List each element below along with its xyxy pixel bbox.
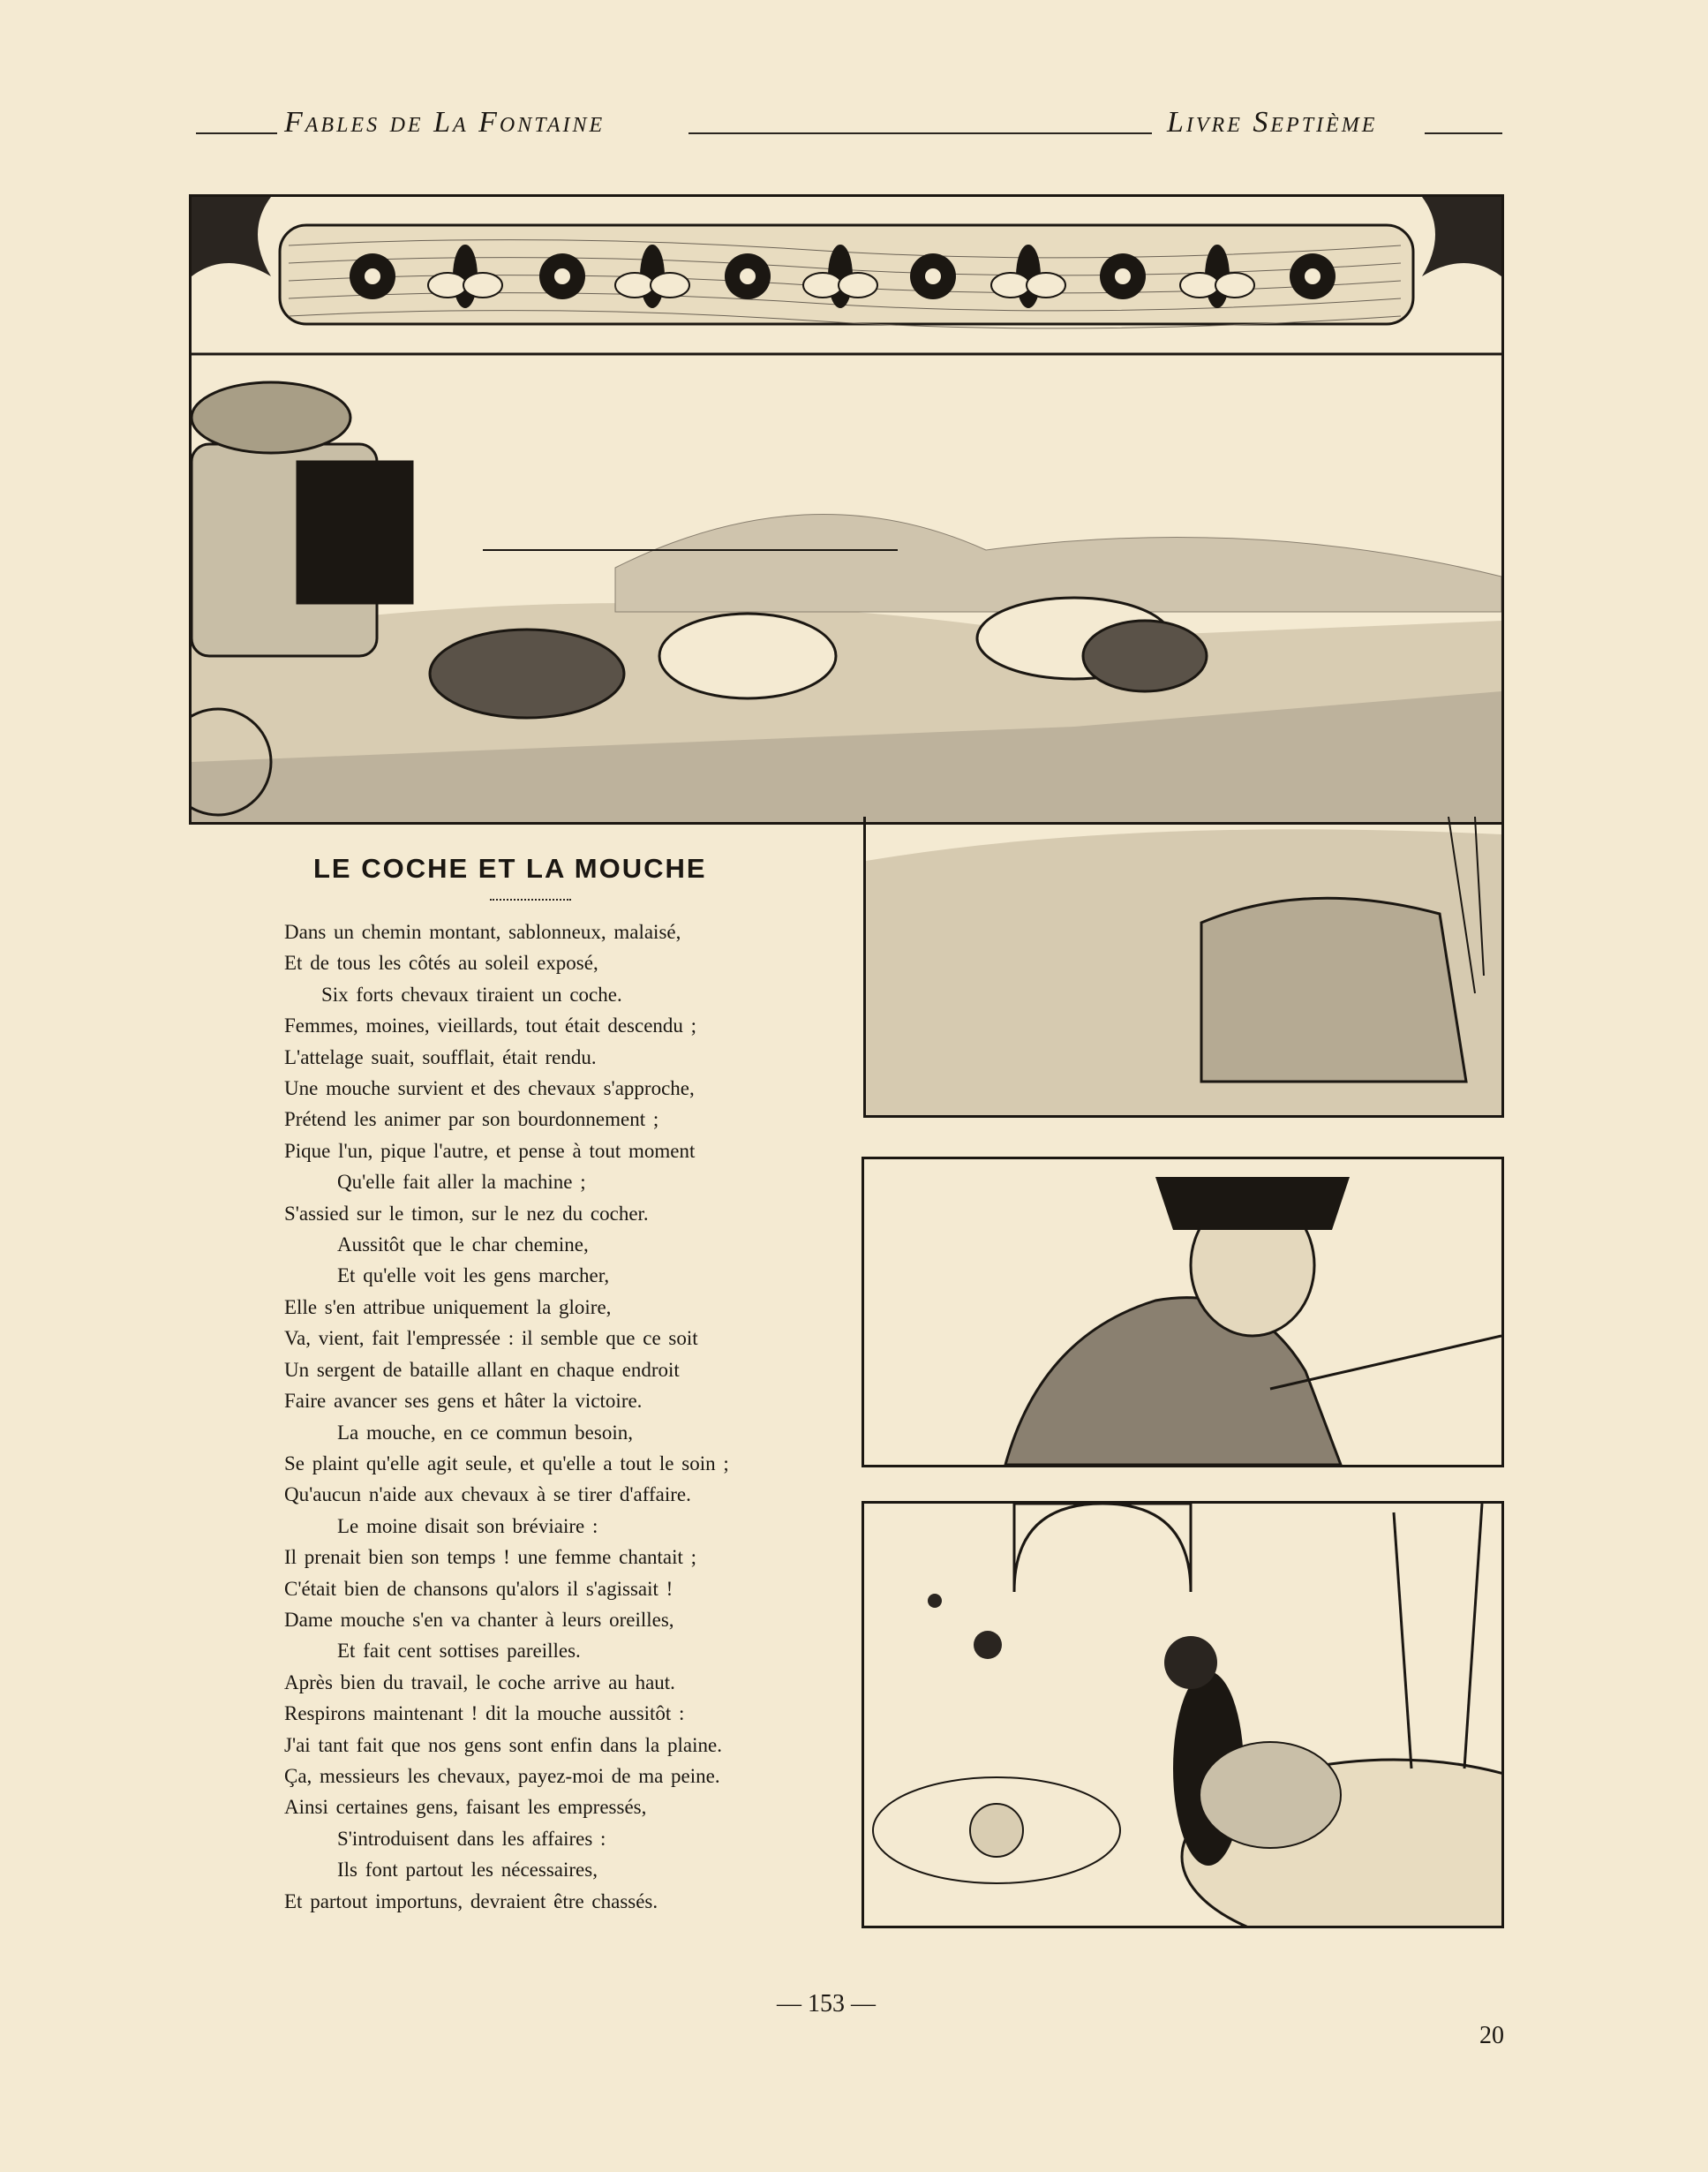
poem-line: Un sergent de bataille allant en chaque endroit [284, 1358, 680, 1381]
small-fly-icon [928, 1594, 942, 1608]
poem-line: Ça, messieurs les chevaux, payez-moi de ma peine. [284, 1764, 720, 1787]
poem-line: Elle s'en attribue uniquement la gloire, [284, 1295, 612, 1318]
poem-line: Faire avancer ses gens et hâter la victoire. [284, 1390, 643, 1413]
poem-line: J'ai tant fait que nos gens sont enfin dans la plaine. [284, 1733, 722, 1756]
poem-line: Respirons maintenant ! dit la mouche aussitôt : [284, 1702, 685, 1725]
poem-line: Le moine disait son bréviaire : [337, 1514, 598, 1537]
header-book-title: Fables de La Fontaine [284, 106, 606, 139]
poem-line: L'attelage suait, soufflait, était rendu. [284, 1045, 597, 1068]
poem-line: S'assied sur le timon, sur le nez du cocher. [284, 1202, 649, 1225]
header-left-flourish [196, 132, 277, 134]
signature-mark: 20 [1479, 2022, 1504, 2049]
poem-line: La mouche, en ce commun besoin, [337, 1421, 633, 1444]
poem-title: LE COCHE ET LA MOUCHE [313, 853, 707, 884]
poem-line: Prétend les animer par son bourdonnement ; [284, 1108, 659, 1131]
poem-line: Va, vient, fait l'empressée : il semble que ce soit [284, 1327, 698, 1350]
poem-line: Il prenait bien son temps ! une femme chantait ; [284, 1546, 697, 1569]
poem-line: Après bien du travail, le coche arrive au haut. [284, 1670, 675, 1693]
page-number: — 153 — [777, 1990, 876, 2017]
poem-line: S'introduisent dans les affaires : [337, 1827, 606, 1850]
poem-line: Femmes, moines, vieillards, tout était descendu ; [284, 1014, 697, 1037]
small-fly-icon [974, 1631, 1002, 1659]
poem-line: Qu'elle fait aller la machine ; [337, 1171, 586, 1194]
poem-line: Six forts chevaux tiraient un coche. [321, 983, 622, 1006]
top-hat [1155, 1177, 1350, 1230]
coach-illustration [189, 194, 1504, 825]
poem-line: Ils font partout les nécessaires, [337, 1859, 598, 1882]
poem-body [284, 916, 805, 1917]
poem-line: Et partout importuns, devraient être chassés. [284, 1889, 658, 1912]
title-underline [490, 899, 571, 901]
poem-line: Et fait cent sottises pareilles. [337, 1640, 581, 1663]
poem-line: Se plaint qu'elle agit seule, et qu'elle a tout le soin ; [284, 1452, 729, 1474]
poem-line: Et qu'elle voit les gens marcher, [337, 1264, 610, 1287]
tree-stump [1201, 898, 1466, 1082]
poem-line: Pique l'un, pique l'autre, et pense à tout moment [284, 1139, 696, 1162]
header-right-flourish [1425, 132, 1502, 134]
stump-illustration [863, 817, 1504, 1118]
header-center-rule [688, 132, 1152, 134]
fly-illustration [862, 1501, 1504, 1928]
poem-line: Qu'aucun n'aide aux chevaux à se tirer d'affaire. [284, 1483, 691, 1506]
daisy-icon [873, 1777, 1120, 1883]
poem-line: Dame mouche s'en va chanter à leurs oreilles, [284, 1608, 674, 1631]
poem-line: C'était bien de chansons qu'alors il s'agissait ! [284, 1577, 673, 1600]
poem-line: Dans un chemin montant, sablonneux, malaisé, [284, 921, 681, 943]
header-section-title: Livre Septième [1167, 106, 1378, 139]
poem-line: Une mouche survient et des chevaux s'approche, [284, 1077, 695, 1100]
coachman-illustration [862, 1157, 1504, 1467]
poem-line: Aussitôt que le char chemine, [337, 1233, 589, 1256]
poem-line: Ainsi certaines gens, faisant les empressés, [284, 1796, 647, 1819]
poem-line: Et de tous les côtés au soleil exposé, [284, 952, 598, 975]
